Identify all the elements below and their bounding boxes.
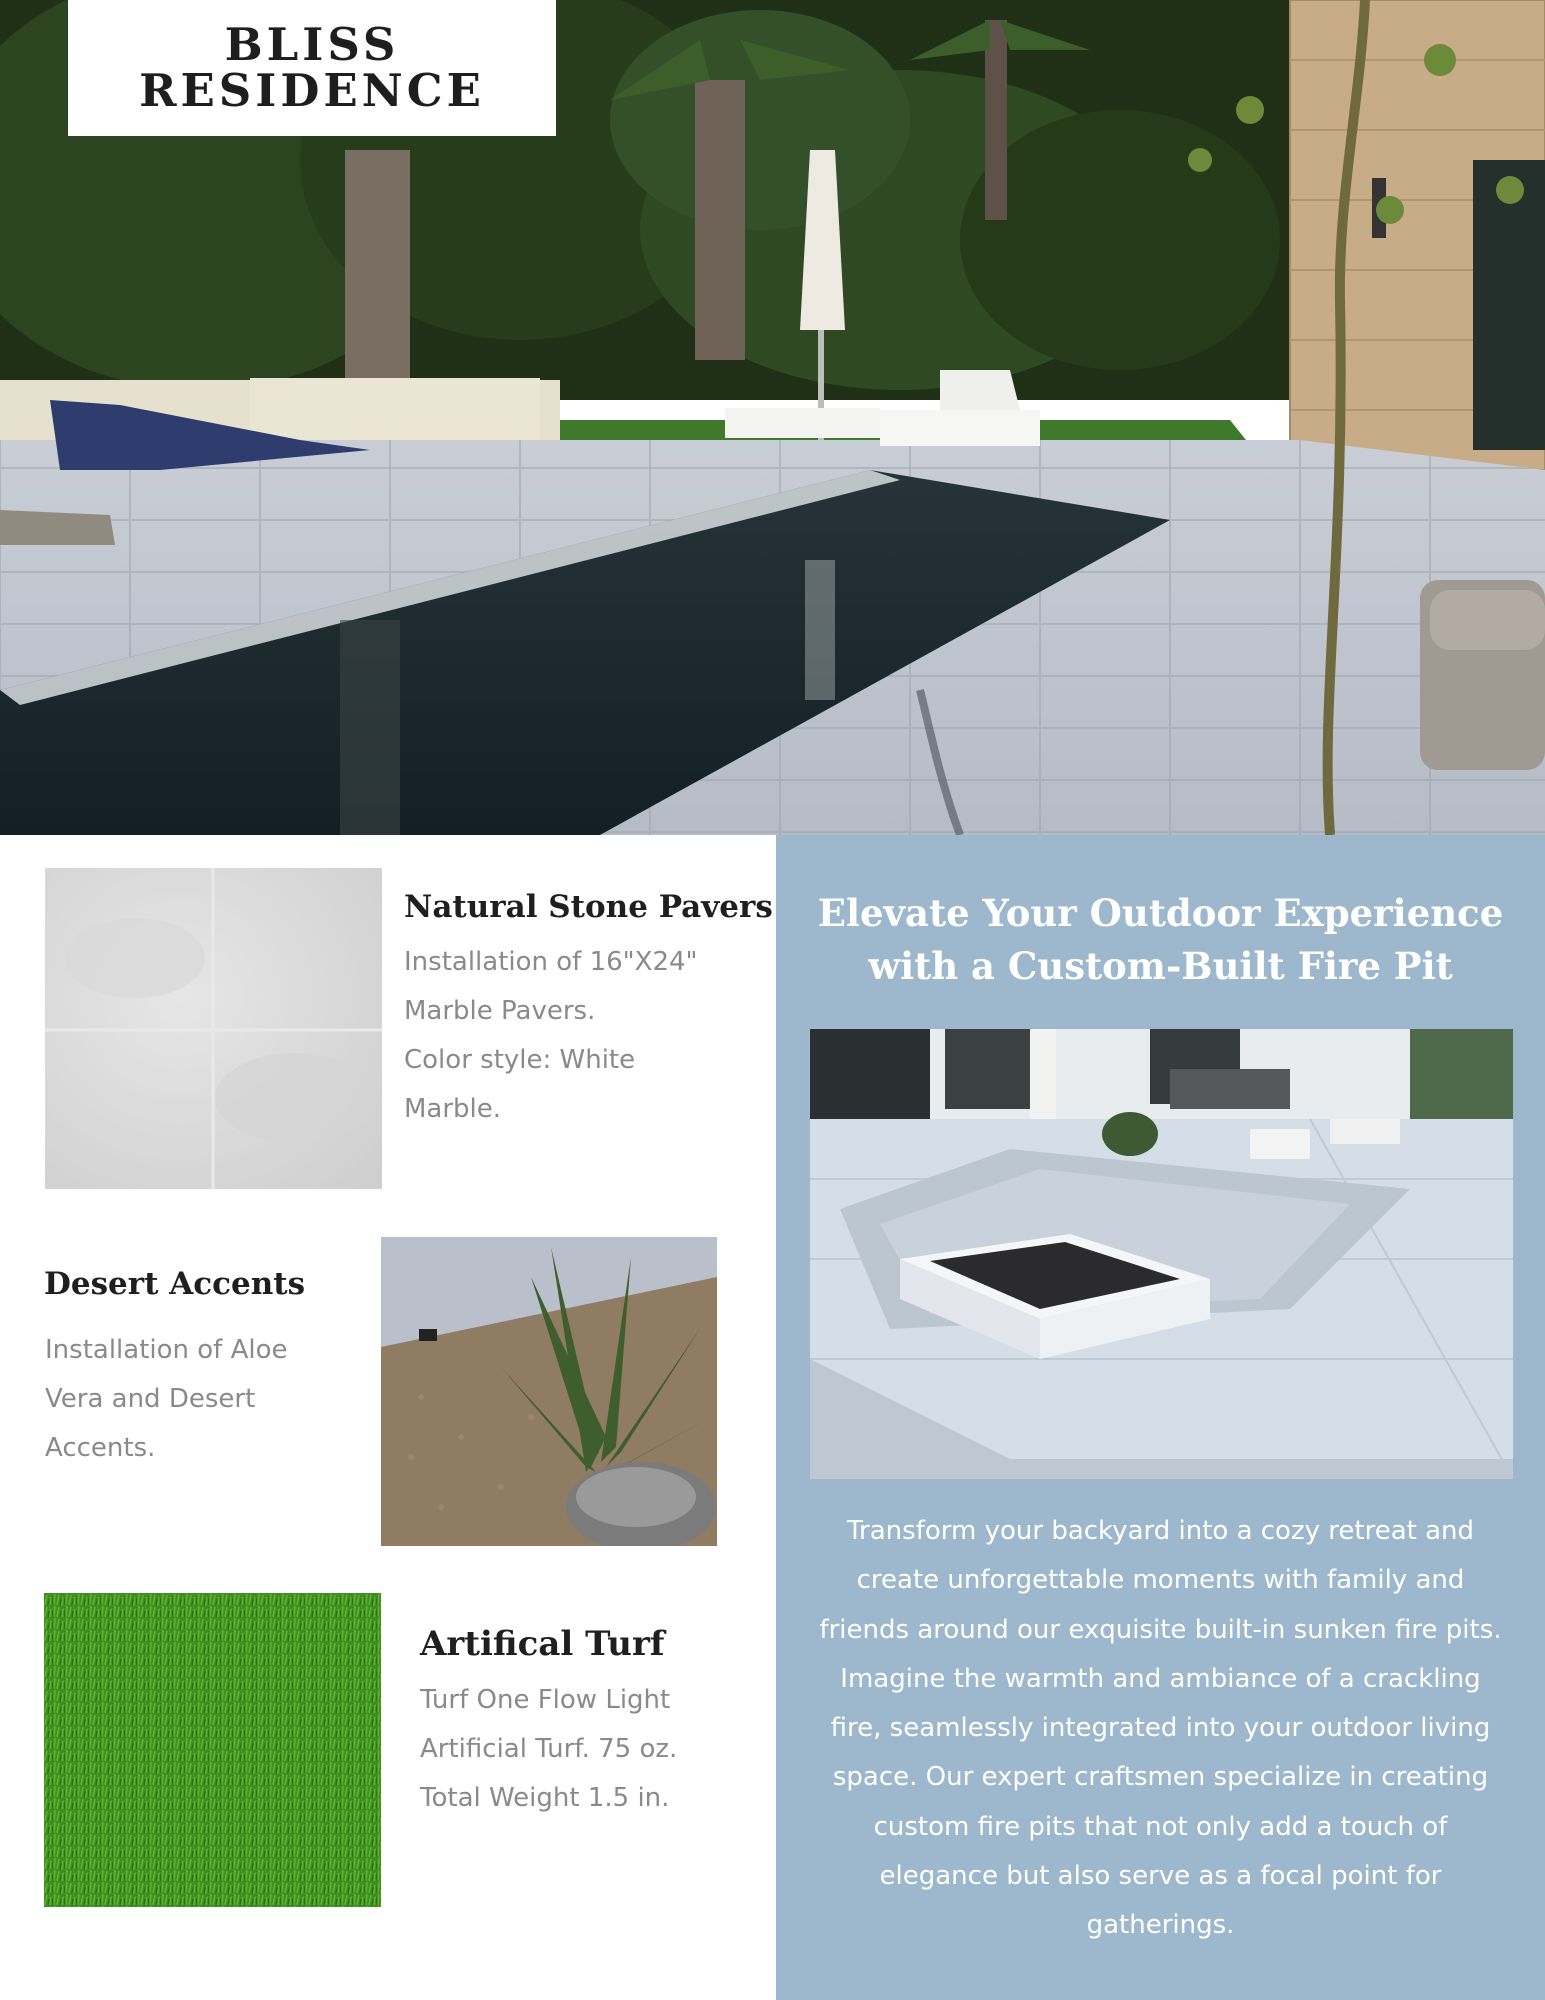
artificial-turf-swatch xyxy=(44,1593,381,1907)
panel-body-line: space. Our expert craftsmen specialize in creating xyxy=(832,1762,1489,1793)
brand-title-line2: RESIDENCE xyxy=(139,64,485,117)
panel-body-line: Imagine the warmth and ambiance of a crackling xyxy=(840,1663,1481,1694)
brand-title-box xyxy=(68,0,556,136)
feature-heading-pavers: Natural Stone Pavers xyxy=(404,889,773,925)
panel-body-line: Transform your backyard into a cozy retreat and xyxy=(847,1516,1474,1546)
feature-description-turf xyxy=(420,1676,677,1823)
panel-body-line: friends around our exquisite built-in sunken fire pits. xyxy=(819,1614,1502,1645)
sunken-fire-pit-photo xyxy=(810,1029,1513,1479)
feature-description-line: Color style: White xyxy=(404,1045,636,1075)
feature-description-line: Marble. xyxy=(404,1094,502,1124)
feature-description-line: Installation of 16"X24" xyxy=(404,947,698,977)
feature-description-line: Turf One Flow Light xyxy=(420,1685,671,1715)
feature-description-line: Total Weight 1.5 in. xyxy=(420,1783,670,1813)
brand-title-line1: BLISS xyxy=(224,18,400,71)
fire-pit-panel xyxy=(776,835,1545,2000)
feature-description-desert xyxy=(45,1326,288,1473)
marble-paver-swatch xyxy=(45,868,382,1189)
panel-title-line: Elevate Your Outdoor Experience xyxy=(817,891,1504,935)
feature-description-line: Accents. xyxy=(45,1433,156,1463)
aloe-plant-photo xyxy=(381,1237,717,1546)
panel-body-line: gatherings. xyxy=(1086,1910,1235,1941)
panel-title-line: with a Custom-Built Fire Pit xyxy=(868,944,1453,988)
panel-body-line: fire, seamlessly integrated into your outdoor living xyxy=(830,1713,1491,1744)
panel-body-line: elegance but also serve as a focal point for xyxy=(879,1861,1442,1892)
feature-description-line: Vera and Desert xyxy=(45,1384,256,1414)
feature-description-line: Installation of Aloe xyxy=(45,1335,288,1365)
feature-description-line: Artificial Turf. 75 oz. xyxy=(420,1734,678,1764)
panel-body xyxy=(776,1507,1545,1951)
feature-description-line: Marble Pavers. xyxy=(404,996,596,1026)
panel-body-line: custom fire pits that not only add a touch of xyxy=(873,1811,1448,1842)
panel-body-line: create unforgettable moments with family and xyxy=(856,1565,1465,1596)
panel-title xyxy=(776,887,1545,993)
feature-heading-turf: Artifical Turf xyxy=(420,1624,665,1664)
feature-description-pavers xyxy=(404,938,698,1134)
feature-heading-desert: Desert Accents xyxy=(44,1266,306,1302)
